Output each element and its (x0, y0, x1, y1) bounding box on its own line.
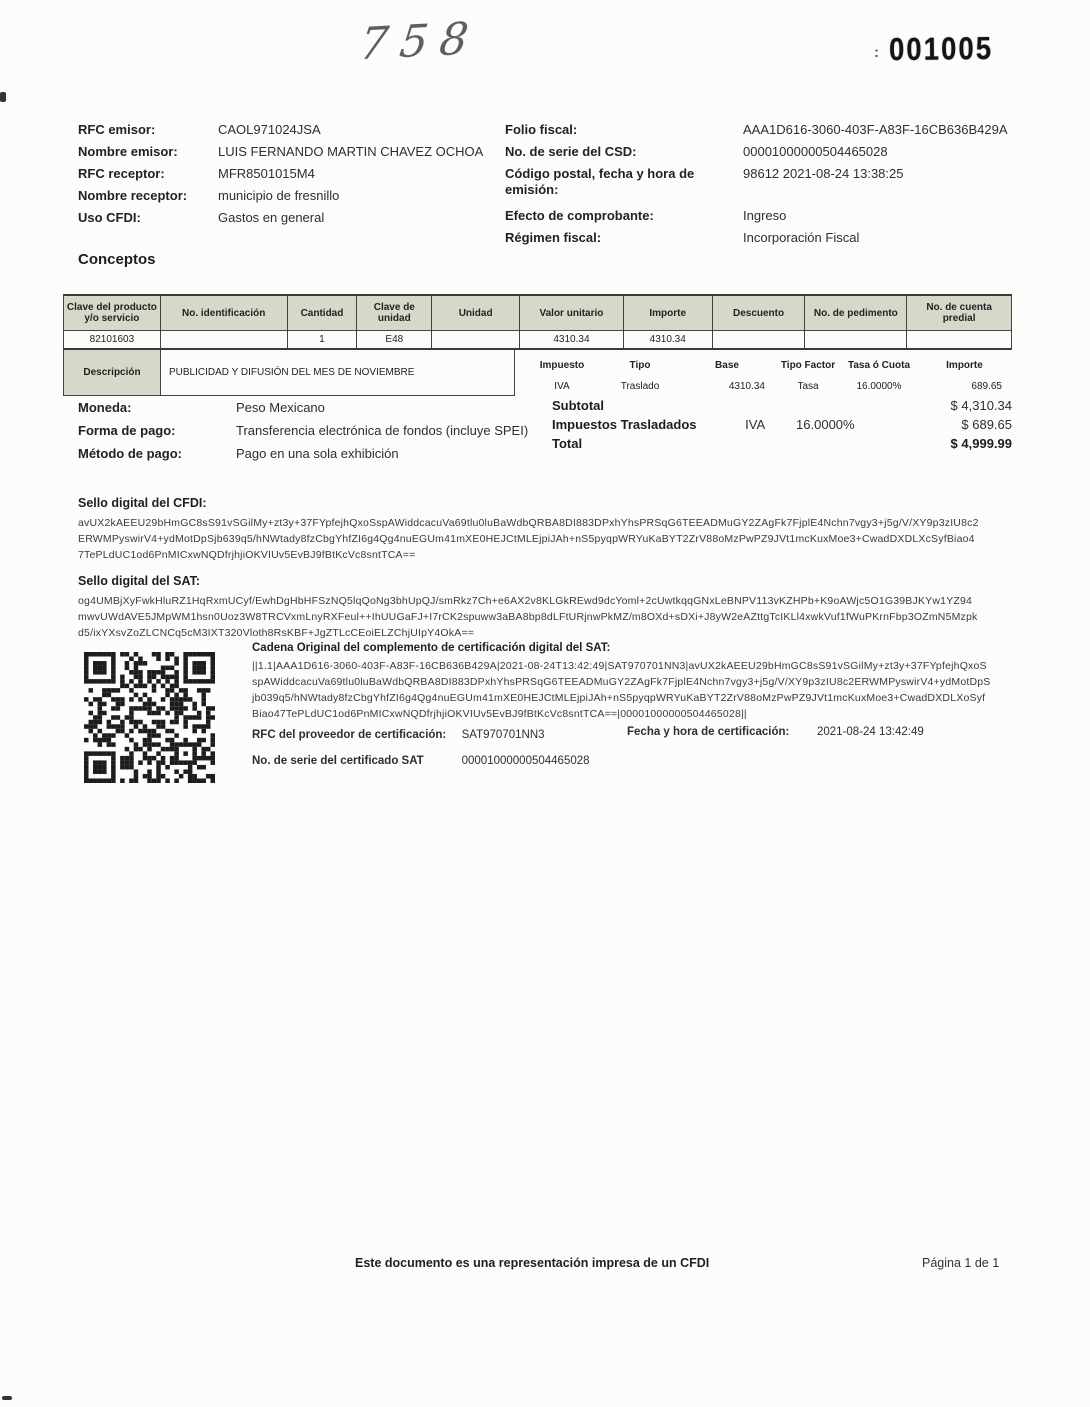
field-label: Efecto de comprobante: (505, 208, 654, 223)
col-no-identificacion: No. identificación (161, 296, 288, 330)
field-uso-cfdi (78, 210, 324, 225)
cell-tipo: Traslado (620, 381, 660, 392)
col-clave-unidad: Clave de unidad (357, 296, 432, 330)
field-value: Gastos en general (218, 210, 325, 225)
field-value: Ingreso (743, 208, 787, 223)
col-tipo-factor: Tipo Factor (780, 359, 836, 371)
sello-cfdi-line: 7TePLdUC1od6PnMICxwNQDfrjhjiOKVIUv5EvBJ9fBtKcVc8sntTCA== (78, 549, 416, 561)
col-unidad: Unidad (432, 296, 520, 330)
subtotal-label: Subtotal (552, 398, 604, 413)
field-label: Código postal, fecha y hora de emisión: (505, 166, 695, 197)
cell-importe: 4310.34 (624, 331, 713, 348)
col-no-cuenta-predial: No. de cuenta predial (926, 302, 992, 324)
cell-descuento (713, 331, 806, 348)
conceptos-table (63, 294, 1012, 398)
conceptos-table-header (63, 294, 1012, 331)
tax-table (523, 353, 1012, 393)
stamp-number: 001005 (888, 30, 994, 68)
sello-sat-title: Sello digital del SAT: (78, 574, 201, 588)
sello-cfdi-section (78, 496, 979, 563)
col-importe-impuesto: Importe (946, 359, 983, 371)
field-rfc-receptor (78, 166, 315, 181)
sello-sat-line: mwvUWdAVE5JMpWM1hsn0Uoz3W8TRCVxmLnyRXFeul++IhUUGaFJ+I7rCK2spuww3aBA8bp8dLFtURjnwPkMZ/m8OXd+sDXi+J8yW2eAZttgTcIKLl4xwkVuf1fWuPKrnFbp3OZmN5Mzpk (78, 611, 978, 623)
description-label: Descripción (64, 350, 161, 395)
subtotal-row (552, 398, 1012, 413)
col-tipo: Tipo (629, 359, 651, 371)
field-label: Método de pago: (78, 446, 182, 461)
field-label: RFC receptor: (78, 166, 165, 181)
cell-tasa-cuota: 16.0000% (856, 381, 902, 392)
field-value: Pago en una sola exhibición (236, 446, 399, 461)
total-row (552, 436, 1012, 451)
col-impuesto: Impuesto (539, 359, 585, 371)
taxes-label: Impuestos Trasladados (552, 417, 697, 432)
subtotal-amount: $ 4,310.34 (950, 398, 1012, 413)
cert-serial-label: No. de serie del certificado SAT (252, 755, 424, 767)
cell-clave-unidad: E48 (357, 331, 432, 348)
cell-no-identificacion (161, 331, 288, 348)
field-value: MFR8501015M4 (218, 166, 315, 181)
field-nombre-receptor (78, 188, 339, 203)
field-label: RFC emisor: (78, 122, 156, 137)
cell-clave-producto: 82101603 (64, 331, 161, 348)
cell-valor-unitario: 4310.34 (520, 331, 624, 348)
cell-importe-impuesto: 689.65 (971, 381, 1002, 392)
field-nombre-emisor (78, 144, 483, 159)
field-value: CAOL971024JSA (218, 122, 321, 137)
cert-provider-value: SAT970701NN3 (461, 729, 545, 741)
field-rfc-emisor (78, 122, 321, 137)
field-value: Incorporación Fiscal (743, 230, 860, 245)
sello-cfdi-title: Sello digital del CFDI: (78, 496, 207, 510)
taxes-amount: $ 689.65 (961, 417, 1012, 432)
field-label: Folio fiscal: (505, 122, 578, 137)
sello-sat-line: d5/ixYXsvZoZLCNCq5cM3IXT320Vloth8RsKBF+JgZTLcCEoiELZChjUIpY4OkA== (78, 627, 475, 639)
field-label: Forma de pago: (78, 423, 176, 438)
description-box (63, 350, 515, 396)
field-value: 00001000000504465028 (743, 144, 888, 159)
field-moneda (78, 400, 325, 415)
cell-no-cuenta-predial (907, 331, 1011, 348)
total-amount: $ 4,999.99 (950, 436, 1012, 451)
total-label: Total (552, 436, 583, 451)
field-folio-fiscal (505, 122, 1008, 138)
cadena-original-title: Cadena Original del complemento de certificación digital del SAT: (252, 642, 611, 654)
page-indicator: Página 1 de 1 (922, 1256, 1000, 1270)
field-regimen-fiscal (505, 230, 859, 246)
field-value: municipio de fresnillo (218, 188, 340, 203)
field-label: Moneda: (78, 400, 132, 415)
cert-provider-label: RFC del proveedor de certificación: (252, 729, 447, 741)
field-forma-pago (78, 423, 528, 438)
cadena-line: spAWiddcacuVa69tlu0luBaWdbQRBA8DI883DPxhYhsPRSqG6TEEADMuGY2ZAgFk7FjplE4Nchn7vgy3+j5g/V/XY9p3zIU8c2ERWMPyswirV4+ydMotDpS (252, 676, 991, 688)
sello-sat-line: og4UMBjXyFwkHluRZ1HqRxmUCyf/EwhDgHbHFSzNQ5lqQoNg3bhUpQJ/smRkz7Ch+e6AX2v8KLGkREwd9dcYoml+2cUwtkqqGNxLeBNPV113vKZHPb+K9oAWjc5O1G39BJKYw1YZ94 (78, 595, 973, 607)
cell-no-pedimento (805, 331, 907, 348)
field-serie-csd (505, 144, 888, 160)
taxes-rate: 16.0000% (796, 417, 855, 432)
scan-speck (2, 1396, 12, 1400)
cert-date-label: Fecha y hora de certificación: (627, 726, 790, 738)
field-value: LUIS FERNANDO MARTIN CHAVEZ OCHOA (218, 144, 484, 159)
conceptos-heading: Conceptos (78, 251, 156, 268)
cell-unidad (432, 331, 520, 348)
field-label: Uso CFDI: (78, 210, 141, 225)
cell-cantidad: 1 (288, 331, 358, 348)
field-codigo-postal-fecha (505, 166, 903, 198)
stamp-ink-mark: : (874, 44, 879, 61)
cadena-line: Biao47TePLdUC1od6PnMICxwNQDfrjhjiOKVIUv5EvBJ9fBtKcVc8sntTCA==|00001000000504465028|| (252, 708, 747, 720)
sello-sat-section (78, 574, 978, 641)
field-value: 98612 2021-08-24 13:38:25 (743, 166, 904, 181)
cadena-line: jb039q5/hNWtady8fzCbgYhfZI6g4Qg4nuEGUm41mXE0HEJCtMLEjpiJAh+nS5pyqpWRYuKaBYT2ZrV88oMzPwPZ9JVt1mcKuxMoe3+CwadDXDLXoSyf (252, 692, 986, 704)
cert-serial-row (252, 752, 590, 767)
col-tasa-cuota: Tasa ó Cuota (847, 359, 911, 371)
tax-table-header (523, 353, 1012, 377)
description-text: PUBLICIDAD Y DIFUSIÓN DEL MES DE NOVIEMBRE (169, 367, 415, 378)
taxes-row (552, 417, 1012, 432)
field-value: Peso Mexicano (236, 400, 325, 415)
scan-speck (0, 92, 6, 102)
col-importe: Importe (624, 296, 713, 330)
handwritten-number: 758 (356, 12, 484, 71)
field-label: Nombre emisor: (78, 144, 178, 159)
field-value: Transferencia electrónica de fondos (incluye SPEI) (236, 423, 529, 438)
cadena-line: ||1.1|AAA1D616-3060-403F-A83F-16CB636B429A|2021-08-24T13:42:49|SAT970701NN3|avUX2kAEEU29bHmGC8sS91vSGilMy+zt3y+37FYpfejhQxoS (252, 660, 987, 672)
cell-base: 4310.34 (728, 381, 765, 392)
col-base: Base (715, 359, 739, 371)
sello-cfdi-line: avUX2kAEEU29bHmGC8sS91vSGilMy+zt3y+37FYpfejhQxoSspAWiddcacuVa69tlu0luBaWdbQRBA8DI883DPxhYhsPRSqG6TEEADMuGY2ZAgFk7FjplE4Nchn7vgy3+j5g/V/XY9p3zIU8c2 (78, 517, 979, 529)
description-row (63, 350, 1012, 398)
cert-date-value: 2021-08-24 13:42:49 (817, 726, 924, 738)
table-row (63, 331, 1012, 350)
field-value: AAA1D616-3060-403F-A83F-16CB636B429A (743, 122, 1008, 137)
sello-cfdi-line: ERWMPyswirV4+ydMotDpSjb639q5/hNWtady8fzCbgYhfZI6g4Qg4nuEGUm41mXE0HEJCtMLEjpiJAh+nS5pyqpWRYuKaBYT2ZrV88oMzPwPZ9JVt1mcKuxMoe3+CwadDXDLXcSyfBiao4 (78, 533, 975, 545)
col-clave-producto: Clave del producto y/o servicio (64, 296, 161, 330)
col-no-pedimento: No. de pedimento (805, 296, 907, 330)
field-label: Nombre receptor: (78, 188, 188, 203)
cell-tipo-factor: Tasa (797, 381, 819, 392)
field-label: No. de serie del CSD: (505, 144, 637, 159)
field-efecto-comprobante (505, 208, 786, 224)
qr-code (84, 652, 215, 783)
cadena-original-section (252, 642, 991, 722)
cell-impuesto: IVA (554, 381, 570, 392)
tax-table-row (523, 380, 1012, 393)
col-valor-unitario: Valor unitario (520, 296, 624, 330)
field-label: Régimen fiscal: (505, 230, 602, 245)
col-cantidad: Cantidad (288, 296, 358, 330)
col-descuento: Descuento (713, 296, 806, 330)
field-metodo-pago (78, 446, 399, 461)
cert-provider-row (252, 726, 924, 741)
footer-note: Este documento es una representación impresa de un CFDI (355, 1256, 710, 1270)
taxes-detail: IVA (745, 417, 765, 432)
cert-serial-value: 00001000000504465028 (461, 755, 590, 767)
